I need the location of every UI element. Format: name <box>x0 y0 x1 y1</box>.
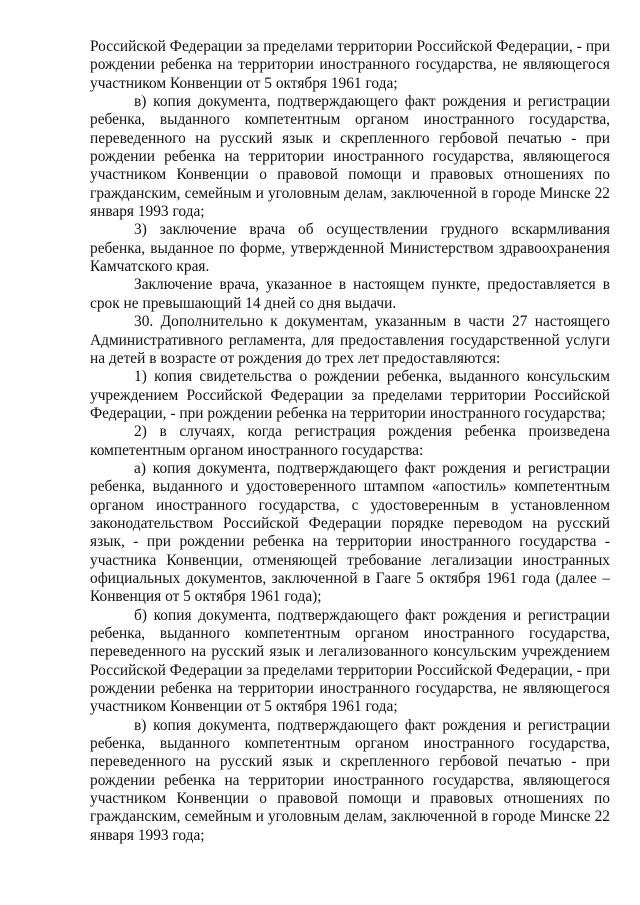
document-page <box>90 38 610 845</box>
paragraph-item-b-legalization: б) копия документа, подтверждающего факт рождения и регистрации ребенка, выданного компетентным органом иностранного государства, переведенного на русский язык и легализованного консульским учреждением Российской Федерации за пределами территории Российской Федерации, - при рождении ребенка на территории иностранного государства, не являющегося участником Конвенции от 5 октября 1961 года; <box>90 606 610 716</box>
paragraph-item-v-minsk-convention: в) копия документа, подтверждающего факт рождения и регистрации ребенка, выданного компетентным органом иностранного государства, переведенного на русский язык и скрепленного гербовой печатью - при рождении ребенка на территории иностранного государства, являющегося участником Конвенции о правовой помощи и правовых отношениях по гражданским, семейным и уголовным делам, заключенной в городе Минске 22 января 1993 года; <box>90 93 610 221</box>
paragraph-item-v-minsk-convention-2: в) копия документа, подтверждающего факт рождения и регистрации ребенка, выданного компетентным органом иностранного государства, переведенного на русский язык и скрепленного гербовой печатью - при рождении ребенка на территории иностранного государства, являющегося участником Конвенции о правовой помощи и правовых отношениях по гражданским, семейным и уголовным делам, заключенной в городе Минске 22 января 1993 года; <box>90 716 610 844</box>
paragraph-item-3-doctor-conclusion: 3) заключение врача об осуществлении грудного вскармливания ребенка, выданное по форме, утвержденной Министерством здравоохранения Камчатского края. <box>90 221 610 276</box>
paragraph-doctor-conclusion-term: Заключение врача, указанное в настоящем пункте, предоставляется в срок не превышающий 14 дней со дня выдачи. <box>90 276 610 312</box>
paragraph-item-a-apostille: а) копия документа, подтверждающего факт рождения и регистрации ребенка, выданного и удостоверенного штампом «апостиль» компетентным органом иностранного государства, с удостоверенным в установленном законодательством Российской Федерации порядке переводом на русский язык, - при рождении ребенка на территории иностранного государства - участника Конвенции, отменяющей требование легализации иностранных официальных документов, заключенной в Гааге 5 октября 1961 года (далее – Конвенция от 5 октября 1961 года); <box>90 459 610 606</box>
paragraph-item-1-birth-certificate: 1) копия свидетельства о рождении ребенка, выданного консульским учреждением Российской Федерации за пределами территории Российской Федерации, - при рождении ребенка на территории иностранного государства; <box>90 368 610 422</box>
paragraph-continuation: Российской Федерации за пределами территории Российской Федерации, - при рождении ребенка на территории иностранного государства, не являющегося участником Конвенции от 5 октября 1961 года; <box>90 38 610 92</box>
paragraph-item-30: 30. Дополнительно к документам, указанным в части 27 настоящего Административного регламента, для предоставления государственной услуги на детей в возрасте от рождения до трех лет предоставляются: <box>90 313 610 367</box>
paragraph-item-2-foreign-registration: 2) в случаях, когда регистрация рождения ребенка произведена компетентным органом иностранного государства: <box>90 423 610 459</box>
